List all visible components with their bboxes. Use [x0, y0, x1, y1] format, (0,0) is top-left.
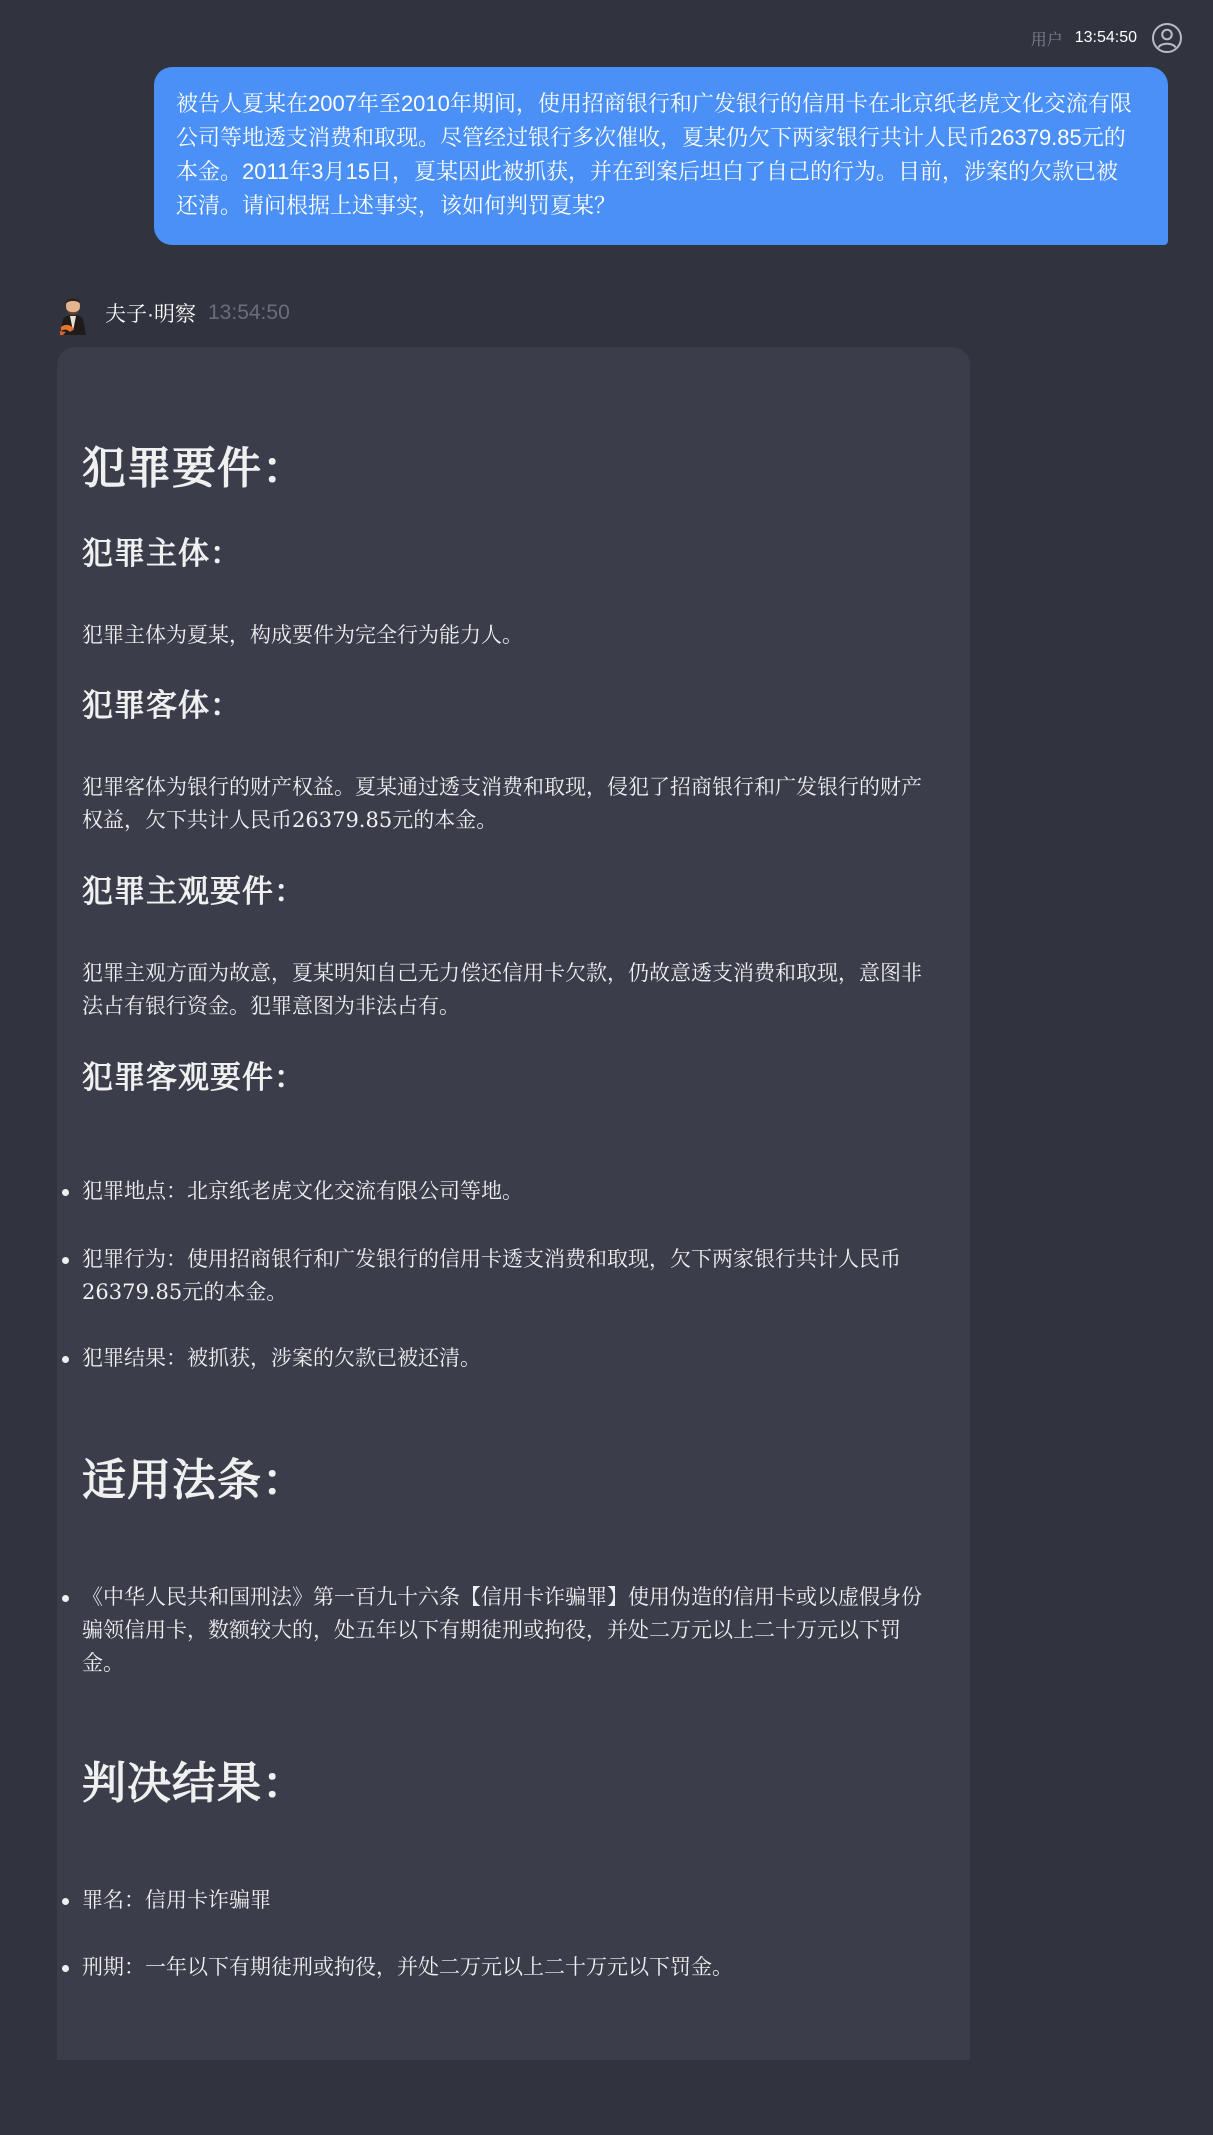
subject-text: 犯罪主体为夏某，构成要件为完全行为能力人。 [82, 623, 523, 647]
user-name: 用户 [1030, 31, 1063, 49]
list-item: 罪名：信用卡诈骗罪 [82, 1884, 936, 1917]
list-item: 犯罪行为：使用招商银行和广发银行的信用卡透支消费和取现，欠下两家银行共计人民币26379.85元的本金。 [82, 1243, 936, 1309]
list-item: 《中华人民共和国刑法》第一百九十六条【信用卡诈骗罪】使用伪造的信用卡或以虚假身份骗领信用卡，数额较大的，处五年以下有期徒刑或拘役，并处二万元以上二十万元以下罚金。 [82, 1581, 936, 1680]
bot-message-card [57, 347, 970, 2060]
subject-heading: 犯罪主体： [82, 536, 242, 572]
subjective-heading: 犯罪主观要件： [82, 874, 306, 910]
subjective-text: 犯罪主观方面为故意，夏某明知自己无力偿还信用卡欠款，仍故意透支消费和取现，意图非法占有银行资金。犯罪意图为非法占有。 [82, 961, 922, 1018]
bot-name: 夫子·明察 [105, 303, 196, 326]
list-item: 刑期：一年以下有期徒刑或拘役，并处二万元以上二十万元以下罚金。 [82, 1951, 936, 1984]
object-text: 犯罪客体为银行的财产权益。夏某通过透支消费和取现，侵犯了招商银行和广发银行的财产权益，欠下共计人民币26379.85元的本金。 [82, 775, 922, 832]
elements-heading: 犯罪要件： [82, 443, 307, 494]
bot-message-time: 13:54:50 [208, 301, 290, 324]
list-item: 犯罪地点：北京纸老虎文化交流有限公司等地。 [82, 1175, 936, 1208]
user-message-bubble [154, 67, 1168, 245]
user-message-text: 被告人夏某在2007年至2010年期间，使用招商银行和广发银行的信用卡在北京纸老虎文化交流有限公司等地透支消费和取现。尽管经过银行多次催收，夏某仍欠下两家银行共计人民币26379.85元的本金。2011年3月15日，夏某因此被抓获，并在到案后坦白了自己的行为。目前，涉案的欠款已被还清。请问根据上述事实，该如何判罚夏某？ [176, 91, 1132, 218]
object-heading: 犯罪客体： [82, 688, 242, 724]
user-message-time: 13:54:50 [1074, 29, 1137, 46]
user-circle-icon[interactable] [1151, 22, 1183, 54]
verdict-heading: 判决结果： [82, 1758, 307, 1809]
list-item: 犯罪结果：被抓获，涉案的欠款已被还清。 [82, 1342, 936, 1375]
bot-message-header [57, 291, 290, 335]
law-heading: 适用法条： [82, 1455, 307, 1506]
sage-avatar-icon[interactable] [57, 291, 89, 335]
user-message-header [1031, 24, 1183, 52]
objective-heading: 犯罪客观要件： [82, 1060, 306, 1096]
